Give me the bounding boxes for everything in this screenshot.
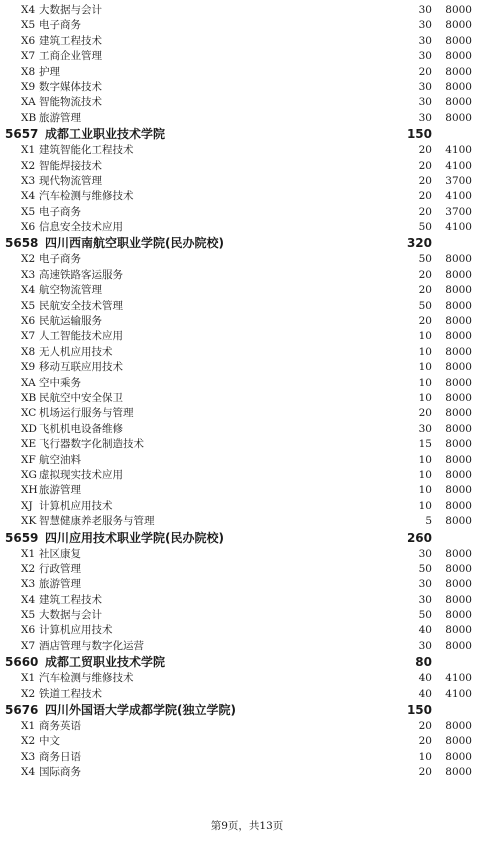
major-row	[0, 299, 494, 314]
major-name: 国际商务	[39, 766, 81, 779]
major-row	[0, 111, 494, 126]
major-row	[0, 687, 494, 702]
major-name: 智慧健康养老服务与管理	[39, 515, 155, 528]
major-tuition-fee: 4100	[445, 190, 472, 203]
major-plan-count: 20	[418, 190, 432, 203]
major-name: 航空物流管理	[39, 284, 102, 297]
major-tuition-fee: 8000	[445, 547, 472, 560]
major-row	[0, 283, 494, 298]
major-code: X1	[21, 144, 36, 157]
major-code: XE	[21, 438, 37, 451]
major-row	[0, 18, 494, 33]
major-name: 大数据与会计	[39, 4, 102, 16]
major-plan-count: 30	[418, 547, 432, 560]
major-code: X3	[21, 578, 36, 591]
major-code: X8	[21, 345, 36, 358]
school-header-row	[0, 654, 494, 671]
major-plan-count: 50	[418, 299, 432, 312]
major-tuition-fee: 8000	[445, 391, 472, 404]
major-tuition-fee: 8000	[445, 639, 472, 652]
major-name: 铁道工程技术	[39, 687, 102, 700]
major-code: X1	[21, 547, 36, 560]
major-row	[0, 422, 494, 437]
school-plan-total: 80	[415, 655, 432, 670]
major-tuition-fee: 8000	[445, 96, 472, 109]
major-row	[0, 577, 494, 592]
major-code: X9	[21, 361, 36, 374]
major-plan-count: 20	[418, 268, 432, 281]
major-tuition-fee: 8000	[445, 609, 472, 622]
major-plan-count: 20	[418, 407, 432, 420]
major-plan-count: 20	[418, 205, 432, 218]
major-code: X5	[21, 205, 36, 218]
school-plan-total: 150	[406, 127, 432, 142]
major-code: XA	[21, 96, 36, 109]
major-tuition-fee: 8000	[445, 750, 472, 763]
major-name: 电子商务	[39, 253, 81, 266]
major-tuition-fee: 8000	[445, 376, 472, 389]
major-row	[0, 376, 494, 391]
major-code: X6	[21, 315, 36, 328]
school-code: 5660	[5, 655, 39, 670]
major-tuition-fee: 8000	[445, 515, 472, 528]
major-tuition-fee: 8000	[445, 4, 472, 16]
major-tuition-fee: 4100	[445, 144, 472, 157]
school-name: 四川外国语大学成都学院(独立学院)	[45, 703, 236, 718]
major-code: X4	[21, 190, 36, 203]
major-tuition-fee: 8000	[445, 499, 472, 512]
major-plan-count: 50	[418, 253, 432, 266]
major-plan-count: 10	[418, 484, 432, 497]
major-code: X7	[21, 50, 36, 63]
major-code: XH	[21, 484, 38, 497]
major-tuition-fee: 8000	[445, 284, 472, 297]
major-name: 智能物流技术	[39, 96, 102, 109]
major-name: 工商企业管理	[39, 50, 102, 63]
school-code: 5676	[5, 703, 39, 718]
major-tuition-fee: 8000	[445, 766, 472, 779]
major-code: X7	[21, 330, 36, 343]
major-code: X7	[21, 639, 36, 652]
major-row	[0, 547, 494, 562]
major-code: X4	[21, 4, 36, 16]
major-plan-count: 10	[418, 345, 432, 358]
major-code: X3	[21, 268, 36, 281]
major-row	[0, 189, 494, 204]
major-code: XC	[21, 407, 37, 420]
major-plan-count: 30	[418, 96, 432, 109]
major-plan-count: 30	[418, 80, 432, 93]
major-tuition-fee: 8000	[445, 50, 472, 63]
major-code: X2	[21, 735, 36, 748]
major-name: 计算机应用技术	[39, 624, 113, 637]
major-name: 建筑工程技术	[39, 34, 102, 47]
major-code: XB	[21, 391, 37, 404]
major-name: 高速铁路客运服务	[39, 268, 123, 281]
major-plan-count: 30	[418, 34, 432, 47]
major-name: 飞机机电设备维修	[39, 422, 123, 435]
major-code: X5	[21, 609, 36, 622]
school-name: 成都工业职业技术学院	[45, 127, 166, 142]
major-tuition-fee: 8000	[445, 593, 472, 606]
major-row	[0, 750, 494, 765]
major-name: 旅游管理	[39, 578, 81, 591]
major-name: 民航安全技术管理	[39, 299, 123, 312]
school-plan-total: 150	[406, 703, 432, 718]
major-code: XD	[21, 422, 37, 435]
major-plan-count: 20	[418, 720, 432, 733]
major-name: 汽车检测与维修技术	[39, 190, 134, 203]
major-tuition-fee: 8000	[445, 315, 472, 328]
major-row	[0, 360, 494, 375]
page-footer: 第9页，共13页	[210, 820, 284, 832]
school-header-row	[0, 126, 494, 143]
major-tuition-fee: 8000	[445, 268, 472, 281]
major-code: X4	[21, 766, 36, 779]
major-name: 旅游管理	[39, 111, 81, 124]
major-name: 现代物流管理	[39, 174, 102, 187]
major-plan-count: 5	[425, 515, 432, 528]
major-row	[0, 437, 494, 452]
major-row	[0, 3, 494, 18]
major-plan-count: 50	[418, 562, 432, 575]
major-plan-count: 40	[418, 672, 432, 685]
major-plan-count: 10	[418, 453, 432, 466]
major-row	[0, 562, 494, 577]
major-plan-count: 20	[418, 65, 432, 78]
major-name: 空中乘务	[39, 376, 81, 389]
major-tuition-fee: 8000	[445, 361, 472, 374]
major-plan-count: 10	[418, 391, 432, 404]
school-plan-total: 320	[406, 236, 432, 251]
major-name: 无人机应用技术	[39, 345, 113, 358]
major-tuition-fee: 8000	[445, 624, 472, 637]
major-name: 移动互联应用技术	[39, 361, 123, 374]
major-row	[0, 314, 494, 329]
major-code: X2	[21, 159, 36, 172]
major-tuition-fee: 4100	[445, 687, 472, 700]
major-row	[0, 252, 494, 267]
major-code: X1	[21, 720, 36, 733]
major-code: XJ	[21, 499, 33, 512]
major-tuition-fee: 8000	[445, 80, 472, 93]
major-code: X9	[21, 80, 36, 93]
major-row	[0, 34, 494, 49]
major-tuition-fee: 4100	[445, 159, 472, 172]
major-code: X6	[21, 221, 36, 234]
major-plan-count: 20	[418, 284, 432, 297]
major-tuition-fee: 8000	[445, 438, 472, 451]
major-row	[0, 159, 494, 174]
major-plan-count: 30	[418, 4, 432, 16]
school-name: 四川西南航空职业学院(民办院校)	[45, 236, 224, 251]
major-plan-count: 50	[418, 609, 432, 622]
major-row	[0, 468, 494, 483]
major-code: X6	[21, 34, 36, 47]
major-name: 数字媒体技术	[39, 80, 102, 93]
major-code: X2	[21, 253, 36, 266]
major-tuition-fee: 4100	[445, 672, 472, 685]
major-row	[0, 49, 494, 64]
major-code: X6	[21, 624, 36, 637]
major-tuition-fee: 8000	[445, 735, 472, 748]
major-row	[0, 734, 494, 749]
school-header-row	[0, 702, 494, 719]
major-row	[0, 765, 494, 780]
major-plan-count: 10	[418, 468, 432, 481]
major-plan-count: 50	[418, 221, 432, 234]
major-plan-count: 20	[418, 735, 432, 748]
major-tuition-fee: 3700	[445, 205, 472, 218]
major-tuition-fee: 8000	[445, 407, 472, 420]
major-name: 护理	[39, 65, 60, 78]
enrollment-table	[0, 3, 494, 781]
major-row	[0, 608, 494, 623]
major-name: 飞行器数字化制造技术	[39, 438, 144, 451]
major-plan-count: 10	[418, 330, 432, 343]
major-tuition-fee: 3700	[445, 174, 472, 187]
major-row	[0, 391, 494, 406]
major-name: 智能焊接技术	[39, 159, 102, 172]
major-row	[0, 406, 494, 421]
major-plan-count: 30	[418, 639, 432, 652]
major-plan-count: 20	[418, 159, 432, 172]
school-code: 5657	[5, 127, 39, 142]
major-plan-count: 20	[418, 315, 432, 328]
major-plan-count: 10	[418, 361, 432, 374]
major-plan-count: 30	[418, 578, 432, 591]
major-row	[0, 671, 494, 686]
major-code: X5	[21, 19, 36, 32]
major-code: X8	[21, 65, 36, 78]
major-row	[0, 174, 494, 189]
school-name: 四川应用技术职业学院(民办院校)	[45, 530, 224, 545]
major-name: 酒店管理与数字化运营	[39, 639, 144, 652]
major-code: X4	[21, 593, 36, 606]
major-tuition-fee: 8000	[445, 484, 472, 497]
major-tuition-fee: 8000	[445, 468, 472, 481]
major-tuition-fee: 8000	[445, 720, 472, 733]
major-tuition-fee: 8000	[445, 330, 472, 343]
major-name: 大数据与会计	[39, 609, 102, 622]
major-tuition-fee: 8000	[445, 253, 472, 266]
major-row	[0, 639, 494, 654]
major-name: 商务日语	[39, 750, 81, 763]
major-row	[0, 268, 494, 283]
major-tuition-fee: 8000	[445, 345, 472, 358]
major-name: 汽车检测与维修技术	[39, 672, 134, 685]
major-row	[0, 65, 494, 80]
major-name: 电子商务	[39, 19, 81, 32]
major-plan-count: 10	[418, 499, 432, 512]
major-row	[0, 143, 494, 158]
major-plan-count: 20	[418, 144, 432, 157]
major-name: 行政管理	[39, 562, 81, 575]
major-plan-count: 20	[418, 766, 432, 779]
major-plan-count: 30	[418, 593, 432, 606]
major-plan-count: 40	[418, 624, 432, 637]
major-tuition-fee: 8000	[445, 19, 472, 32]
major-name: 商务英语	[39, 720, 81, 733]
major-row	[0, 453, 494, 468]
major-code: X2	[21, 562, 36, 575]
major-tuition-fee: 8000	[445, 453, 472, 466]
major-plan-count: 15	[418, 438, 432, 451]
major-code: XK	[21, 515, 37, 528]
major-name: 航空油料	[39, 453, 81, 466]
major-row	[0, 220, 494, 235]
major-plan-count: 30	[418, 50, 432, 63]
major-row	[0, 95, 494, 110]
major-tuition-fee: 8000	[445, 65, 472, 78]
major-name: 旅游管理	[39, 484, 81, 497]
major-code: X3	[21, 174, 36, 187]
major-row	[0, 80, 494, 95]
major-row	[0, 623, 494, 638]
major-code: XB	[21, 111, 37, 124]
major-row	[0, 499, 494, 514]
major-plan-count: 30	[418, 111, 432, 124]
major-code: XA	[21, 376, 36, 389]
major-tuition-fee: 8000	[445, 34, 472, 47]
major-code: XG	[21, 468, 37, 481]
major-row	[0, 514, 494, 529]
major-name: 电子商务	[39, 205, 81, 218]
school-header-row	[0, 235, 494, 252]
major-code: XF	[21, 453, 36, 466]
major-name: 社区康复	[39, 547, 81, 560]
major-tuition-fee: 8000	[445, 578, 472, 591]
major-code: X4	[21, 284, 36, 297]
major-tuition-fee: 8000	[445, 111, 472, 124]
major-code: X2	[21, 687, 36, 700]
major-tuition-fee: 8000	[445, 562, 472, 575]
major-name: 建筑工程技术	[39, 593, 102, 606]
major-code: X1	[21, 672, 36, 685]
major-name: 建筑智能化工程技术	[39, 144, 134, 157]
major-tuition-fee: 8000	[445, 422, 472, 435]
major-row	[0, 593, 494, 608]
school-header-row	[0, 530, 494, 547]
major-row	[0, 205, 494, 220]
major-plan-count: 30	[418, 19, 432, 32]
school-name: 成都工贸职业技术学院	[45, 655, 166, 670]
major-name: 信息安全技术应用	[39, 221, 123, 234]
major-tuition-fee: 8000	[445, 299, 472, 312]
major-row	[0, 483, 494, 498]
major-name: 民航运输服务	[39, 315, 102, 328]
school-code: 5659	[5, 530, 39, 545]
major-row	[0, 719, 494, 734]
school-code: 5658	[5, 236, 39, 251]
major-tuition-fee: 4100	[445, 221, 472, 234]
major-name: 民航空中安全保卫	[39, 391, 123, 404]
major-row	[0, 329, 494, 344]
major-plan-count: 10	[418, 750, 432, 763]
major-plan-count: 40	[418, 687, 432, 700]
school-plan-total: 260	[406, 530, 432, 545]
major-name: 人工智能技术应用	[39, 330, 123, 343]
major-name: 计算机应用技术	[39, 499, 113, 512]
major-name: 中文	[39, 735, 60, 748]
major-plan-count: 30	[418, 422, 432, 435]
major-name: 机场运行服务与管理	[39, 407, 134, 420]
major-row	[0, 345, 494, 360]
major-name: 虚拟现实技术应用	[39, 468, 123, 481]
major-code: X3	[21, 750, 36, 763]
major-plan-count: 20	[418, 174, 432, 187]
major-plan-count: 10	[418, 376, 432, 389]
major-code: X5	[21, 299, 36, 312]
